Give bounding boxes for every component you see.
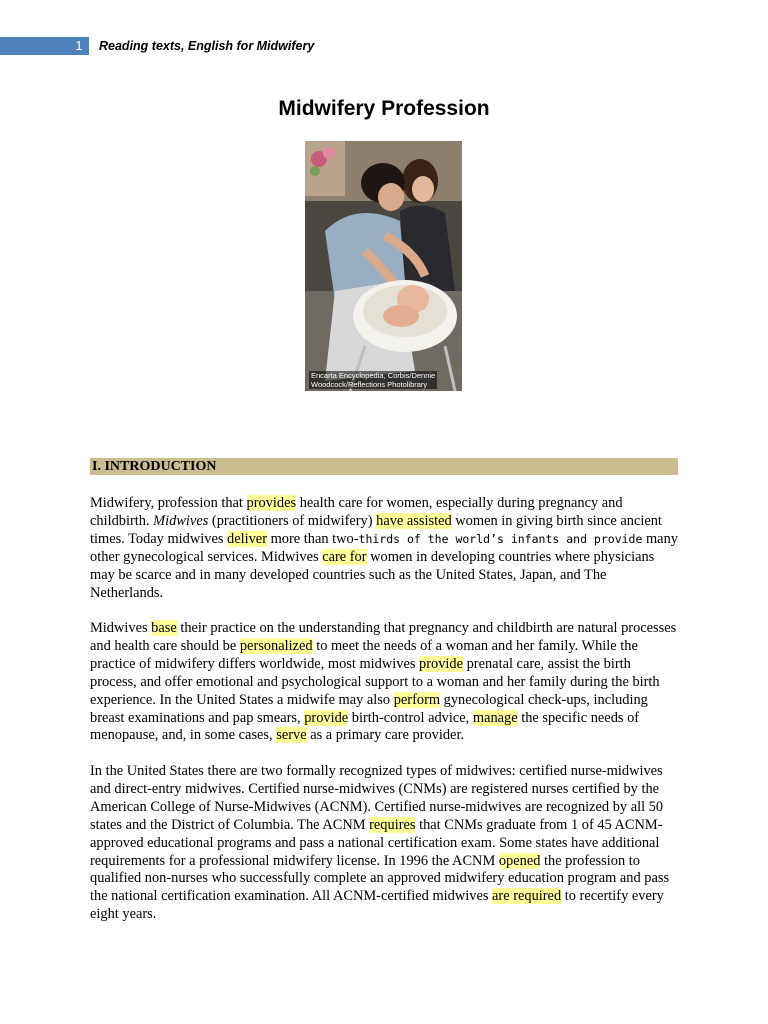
highlighted-verb: provides — [246, 495, 297, 511]
highlighted-verb: provide — [304, 709, 349, 726]
photo-illustration — [305, 141, 462, 391]
text: women in developing countries where physicians may be scarce and in many developed countries such as the United States, Japan, and The Netherlands. — [90, 548, 655, 601]
text: many other gynecological services. Midwives — [90, 530, 678, 565]
text: their practice on the understanding that pregnancy and childbirth are natural processes and health care should be — [90, 620, 677, 654]
text: to recertify every eight years. — [90, 888, 664, 923]
highlighted-verb: perform — [393, 691, 441, 708]
text: the specific needs of menopause, and, in some cases, — [90, 709, 640, 744]
text: the profession to qualified non-nurses who successfully complete an approved midwifery education program and pass the national certification examination. All ACNM-certified midwives — [90, 852, 670, 905]
photo-credit-line-1: Encarta Encyclopedia, Corbis/Dennie — [311, 371, 436, 380]
page-number: 1 — [75, 38, 83, 53]
midwife-bathing-newborn-photo — [305, 141, 462, 391]
highlighted-verb: care for — [322, 548, 367, 565]
highlighted-verb: requires — [369, 816, 416, 833]
paragraph-2 — [90, 620, 680, 745]
text: to meet the needs of a woman and her family. While the practice of midwifery differs worldwide, most midwives — [90, 637, 638, 672]
photo-credit — [309, 371, 437, 389]
running-header-title: Reading texts, English for Midwifery — [99, 39, 315, 53]
text: In the United States there are two formally recognized types of midwives: certified nurse-midwives and direct-entry midwives. Certified nurse-midwives (CNMs) are registered nurses certified by the American College of Nurse-Midwives (ACNM). Certified nurse-midwives are recognized by all 50 states and the District of Columbia. The ACNM — [90, 763, 664, 833]
italic-term: Midwives — [153, 512, 209, 529]
highlighted-verb: base — [151, 620, 177, 636]
text: (practitioners of midwifery) — [208, 512, 377, 529]
text: that CNMs graduate from 1 of 45 ACNM-approved educational programs and pass a national certification exam. Some states have additional requirements for a professional midwifery license. In 1996 the ACNM — [90, 816, 663, 869]
highlighted-verb: have assisted — [376, 512, 452, 529]
section-heading-introduction: I. INTRODUCTION — [90, 458, 678, 475]
mono-text: thirds of the world’s infants and provide — [358, 531, 643, 546]
highlighted-verb: deliver — [227, 530, 267, 547]
highlighted-verb: opened — [498, 852, 541, 869]
highlighted-verb: provide — [419, 655, 464, 672]
text: gynecological check-ups, including breast examinations and pap smears, — [90, 691, 648, 726]
text: more than two- — [267, 530, 359, 547]
photo-credit-line-2: Woodcock/Reflections Photolibrary — [311, 380, 428, 389]
text: health care for women, especially during pregnancy and childbirth. — [90, 495, 623, 529]
text: Midwives — [90, 620, 152, 636]
paragraph-1 — [90, 495, 680, 602]
highlighted-verb: serve — [276, 727, 307, 744]
text: Midwifery, profession that — [90, 495, 247, 511]
document-title: Midwifery Profession — [278, 97, 490, 120]
paragraph-3 — [90, 763, 680, 924]
highlighted-verb: manage — [472, 709, 518, 726]
text: birth-control advice, — [348, 709, 473, 726]
highlighted-verb: personalized — [239, 637, 313, 654]
text: as a primary care provider. — [306, 727, 465, 744]
highlighted-verb: are required — [492, 888, 562, 905]
text: prenatal care, assist the birth process, and offer emotional and psychological support to a woman and her family during the birth experience. In the United States a midwife may also — [90, 655, 660, 708]
text: women in giving birth since ancient times. Today midwives — [90, 512, 662, 547]
